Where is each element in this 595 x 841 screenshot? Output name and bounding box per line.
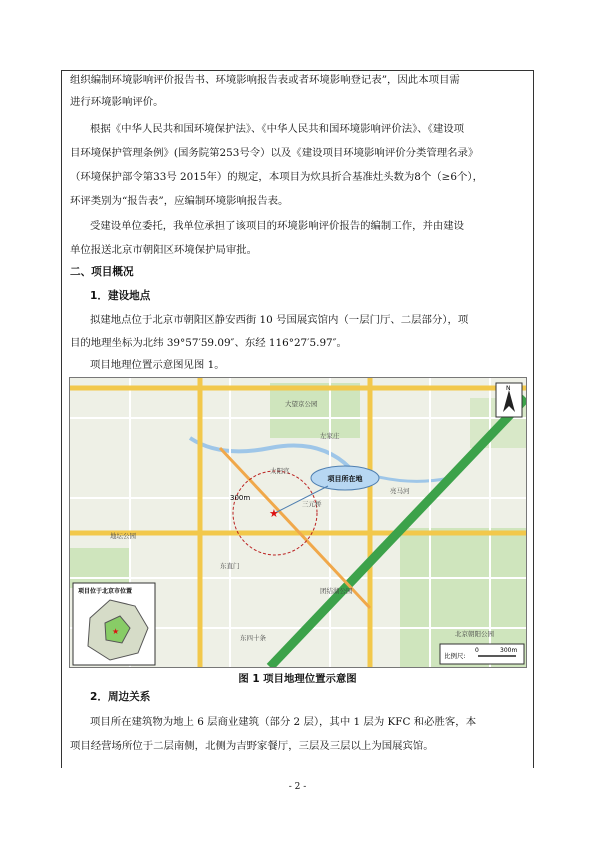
paragraph-line: 进行环境影响评价。 [70,96,164,108]
place-label: 大望京公园 [285,400,318,408]
paragraph-line: 项目经营场所位于二层南侧，北侧为吉野家餐厅，三层及三层以上为国展宾馆。 [70,740,434,752]
paragraph-line: 项目所在建筑物为地上 6 层商业建筑（部分 2 层），其中 1 层为 KFC 和必胜客，本 [90,716,477,728]
location-map [69,377,527,668]
project-star-icon: ★ [269,507,279,520]
inset-star-icon: ★ [112,627,120,636]
scale-label: 比例尺: [444,652,466,660]
paragraph-line: 目环境保护管理条例》(国务院第253号令）以及《建设项目环境影响评价分类管理名录》 [70,147,479,159]
figure-caption: 图 1 项目地理位置示意图 [238,673,357,685]
place-label: 左家庄 [320,432,340,440]
north-label: N [506,385,511,392]
page-number: - 2 - [288,782,307,792]
park-area [70,548,130,588]
place-label: 东直门 [220,562,240,570]
paragraph-line: （环境保护部令第33号 2015年）的规定，本项目为炊具折合基准灶头数为8个（≥6个）， [70,171,483,183]
paragraph-line: 受建设单位委托，我单位承担了该项目的环境影响评价报告的编制工作，并由建设 [90,220,465,232]
paragraph-line: 项目地理位置示意图见图 1。 [90,359,225,371]
place-label: 太阳宫 [270,467,290,475]
scale-zero: 0 [475,647,479,654]
paragraph-line: 根据《中华人民共和国环境保护法》、《中华人民共和国环境影响评价法》、《建设项 [90,123,465,135]
paragraph-line: 组织编制环境影响评价报告书、环境影响报告表或者环境影响登记表”，因此本项目需 [70,74,460,86]
map-graphic [70,378,526,667]
subsection-title: 1．建设地点 [90,290,151,302]
scale-max: 300m [500,647,518,654]
distance-label: 300m [230,494,251,502]
place-label: 亮马河 [390,487,410,495]
paragraph-line: 目的地理坐标为北纬 39°57′59.09″、东经 116°27′5.97″。 [70,337,347,349]
paragraph-line: 拟建地点位于北京市朝阳区静安西街 10 号国展宾馆内（一层门厅、二层部分），项 [90,314,469,326]
park-area [270,383,360,438]
paragraph-line: 环评类别为“报告表”，应编制环境影响报告表。 [70,195,289,207]
place-label: 北京朝阳公园 [455,630,494,638]
place-label: 三元桥 [302,500,322,508]
place-label: 东四十条 [240,634,266,642]
river [190,438,350,468]
callout-text: 项目所在地 [327,475,363,483]
subsection-title: 2．周边关系 [90,691,151,703]
place-label: 团结湖公园 [320,587,353,595]
inset-title: 项目位于北京市位置 [78,588,133,595]
place-label: 地坛公园 [110,532,136,540]
paragraph-line: 单位报送北京市朝阳区环境保护局审批。 [70,244,258,256]
section-title: 二、项目概况 [70,266,134,278]
